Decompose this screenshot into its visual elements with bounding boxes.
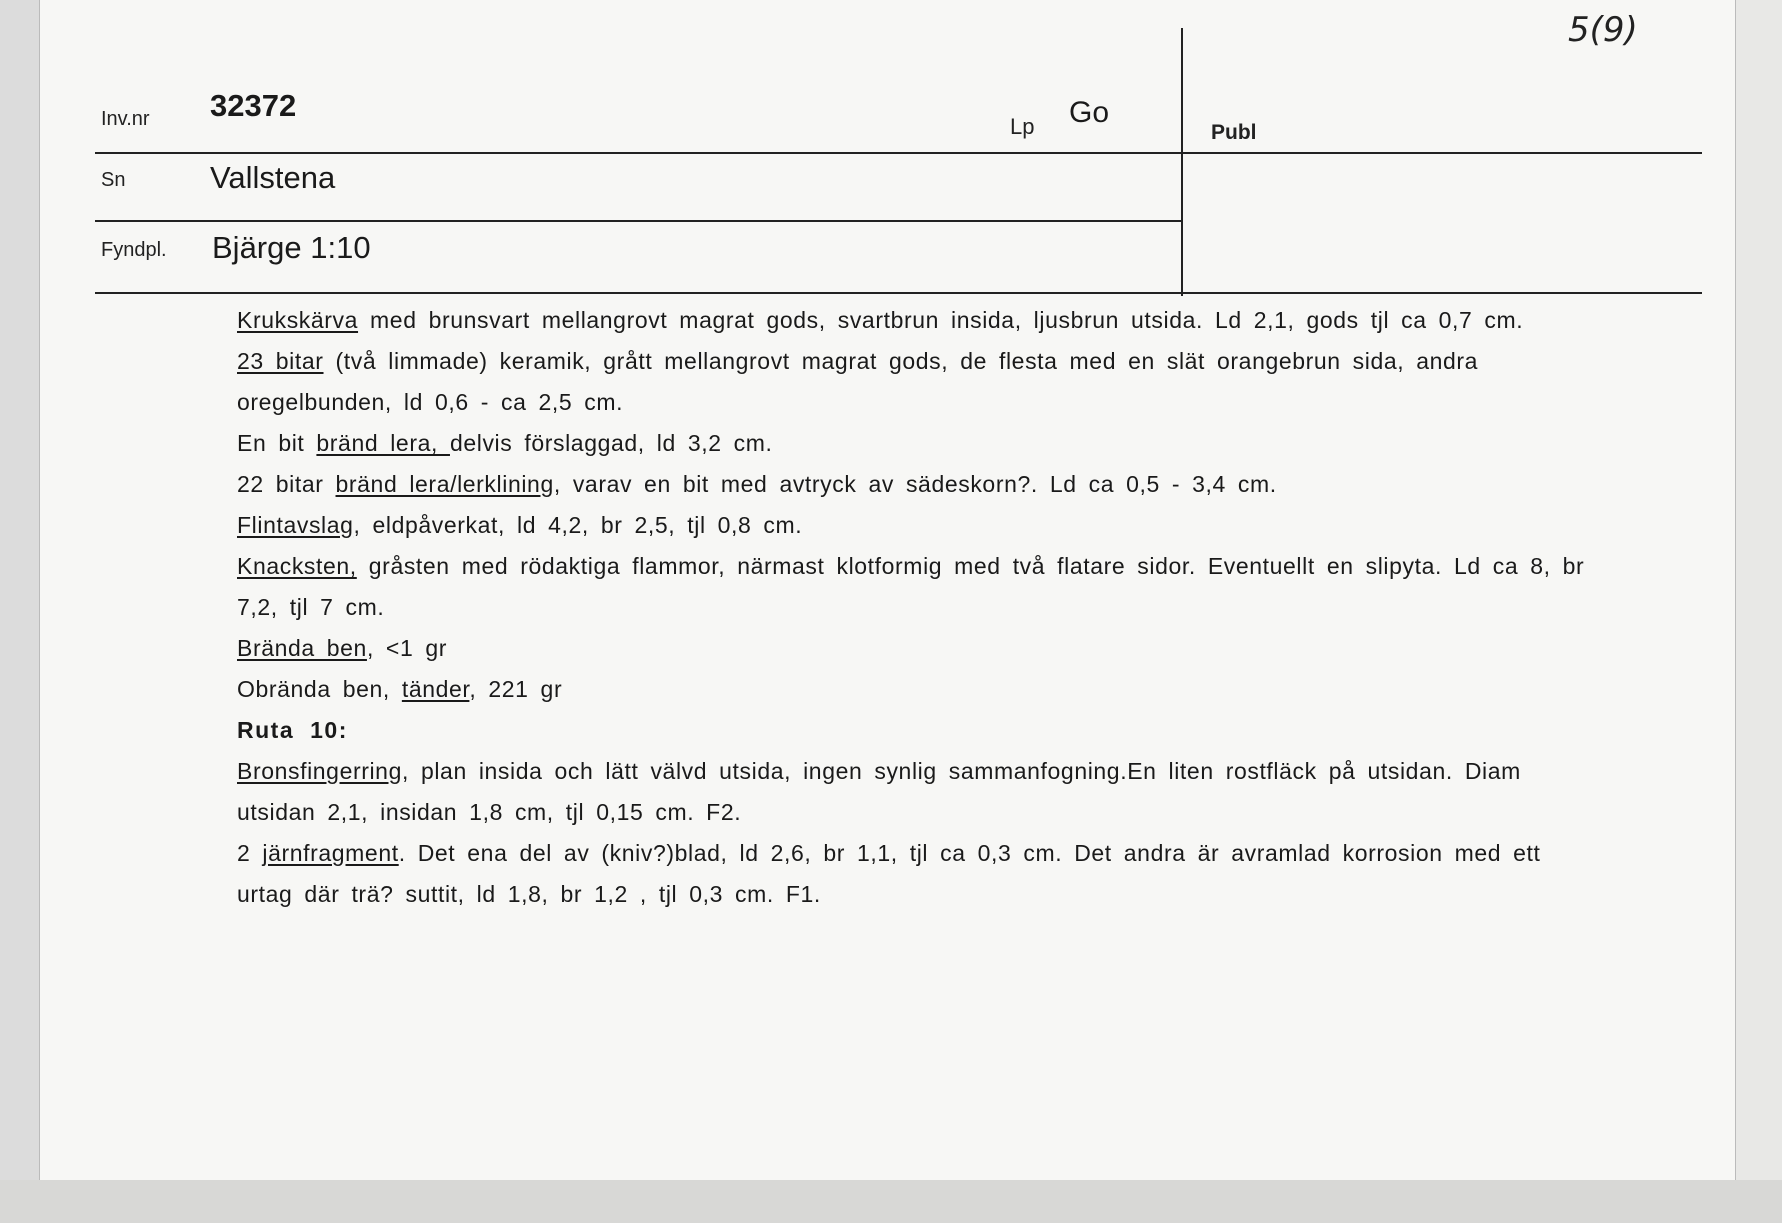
fyndpl-label: Fyndpl. (101, 239, 167, 261)
entry-term: 23 bitar (237, 348, 324, 374)
entry: 22 bitar bränd lera/lerklining, varav en bit med avtryck av sädeskorn?. Ld ca 0,5 - 3,4 cm. (237, 471, 1277, 497)
entry: Obrända ben, tänder, 221 gr (237, 676, 563, 702)
entry: En bit bränd lera, delvis förslaggad, ld 3,2 cm. (237, 430, 773, 456)
entry: Flintavslag, eldpåverkat, ld 4,2, br 2,5, tjl 0,8 cm. (237, 512, 803, 538)
sn-label: Sn (101, 169, 126, 191)
entry-term: Flintavslag (237, 512, 354, 538)
entry: 2 järnfragment. Det ena del av (kniv?)blad, ld 2,6, br 1,1, tjl ca 0,3 cm. Det andra är avramlad korrosion med ett urtag där trä? suttit, ld 1,8, br 1,2 , tjl 0,3 cm. F1. (237, 840, 1541, 907)
lp-value: Go (1069, 96, 1110, 129)
ruta-heading: Ruta 10: (237, 717, 348, 743)
entry-term: bränd lera, (316, 430, 450, 456)
inv-nr-label: Inv.nr (101, 108, 150, 130)
publ-label: Publ (1211, 121, 1257, 144)
inv-nr-value: 32372 (210, 88, 297, 123)
entry-term: tänder (401, 676, 470, 702)
entry-term: järnfragment (262, 840, 399, 866)
scan-bottom-edge (0, 1180, 1782, 1223)
entry: Knacksten, gråsten med rödaktiga flammor, närmast klotformig med två flatare sidor. Eventuellt en slipyta. Ld ca 8, br 7,2, tjl 7 cm. (237, 553, 1585, 620)
fyndpl-value: Bjärge 1:10 (212, 230, 371, 265)
scan-edge (1736, 0, 1782, 1223)
entry-term: Brända ben (237, 635, 367, 661)
entry-term: bränd lera/lerklining (335, 471, 554, 497)
entry: Bronsfingerring, plan insida och lätt välvd utsida, ingen synlig sammanfogning.En liten rostfläck på utsidan. Diam utsidan 2,1, insidan 1,8 cm, tjl 0,15 cm. F2. (237, 758, 1521, 825)
sn-value: Vallstena (210, 160, 336, 195)
header-rule-1 (95, 152, 1702, 154)
entry-term: Knacksten, (237, 553, 357, 579)
entry: 23 bitar (två limmade) keramik, grått mellangrovt magrat gods, de flesta med en slät orangebrun sida, andra oregelbunden, ld 0,6 - ca 2,5 cm. (237, 348, 1479, 415)
lp-label: Lp (1010, 114, 1035, 139)
entry: Brända ben, <1 gr (237, 635, 447, 661)
entry: Krukskärva med brunsvart mellangrovt magrat gods, svartbrun insida, ljusbrun utsida. Ld 2,1, gods tjl ca 0,7 cm. (237, 307, 1524, 333)
header-divider-vertical (1181, 28, 1183, 296)
corner-note: 5(9) (1568, 10, 1638, 50)
header-rule-3 (95, 292, 1702, 294)
header-rule-2 (95, 220, 1182, 222)
entry-term: Bronsfingerring (237, 758, 402, 784)
entry-term: Krukskärva (237, 307, 359, 333)
card-body (237, 300, 1585, 915)
